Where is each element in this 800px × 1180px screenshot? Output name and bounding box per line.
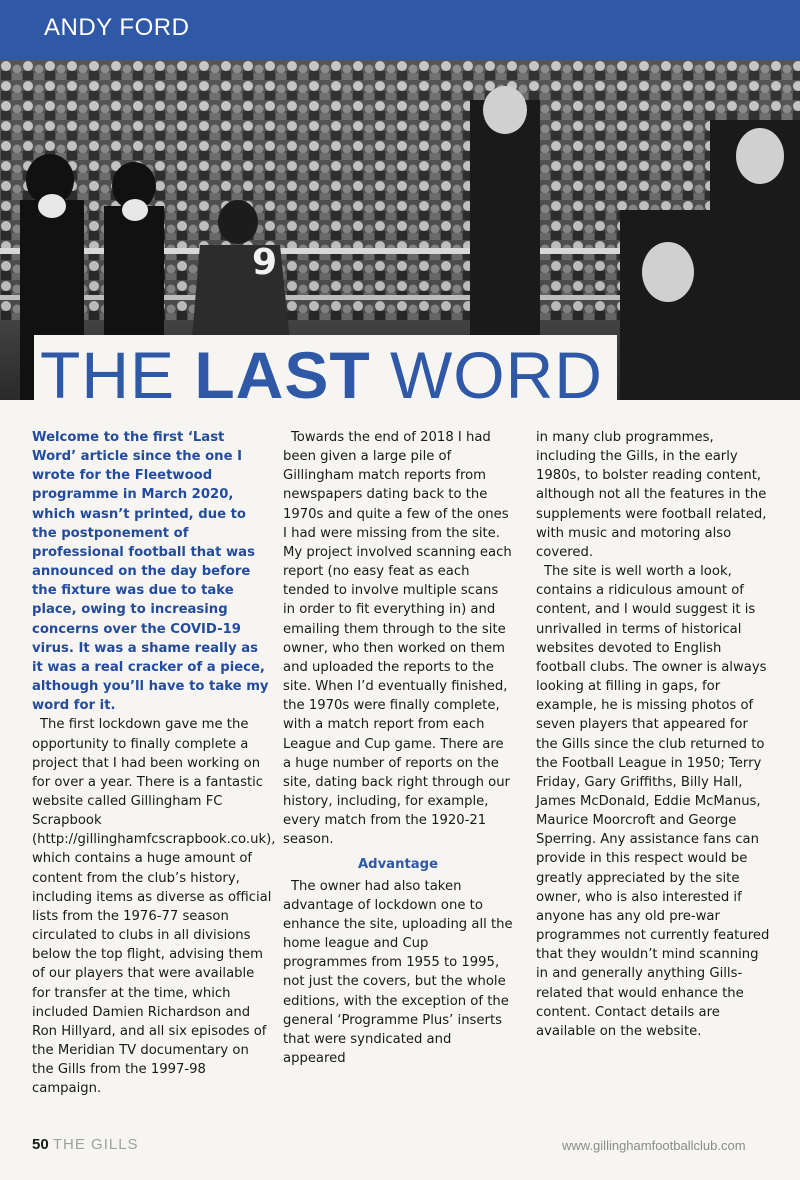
magazine-name: THE GILLS [52,1136,139,1153]
body-paragraph: The site is well worth a look, contains a ridiculous amount of content, and I would suggest it is unrivalled in terms of historical websites devoted to English football clubs. The owner is always looking at filling in gaps, for example, he is missing photos of seven players that appeared for the Gills since the club returned to the Football League in 1950; Terry Friday, Gary Griffiths, Billy Hall, James McDonald, Eddie McManus, Maurice Moorcroft and George Sperring. Any assistance fans can provide in this respect would be greatly appreciated by the site owner, who is also interested if anyone has any old pre-war programmes not currently featured that they wouldn’t mind scanning in and generally anything Gills-related that would enhance the content. Contact details are available on the website. [536,564,770,1039]
footer-website: www.gillinghamfootballclub.com [562,1138,746,1153]
page-number: 50 [32,1136,49,1153]
header-bar [0,0,800,60]
article-title [34,335,617,415]
intro-paragraph: Welcome to the first ‘Last Word’ article since the one I wrote for the Fleetwood programme in March 2020, which wasn’t printed, due to the postponement of professional football that was announced on the day before the fixture was due to take place, owing to increasing concerns over the COVID-19 virus. It was a shame really as it was a real cracker of a piece, although you’ll have to take my word for it. [32,430,269,714]
column-1 [32,428,276,1098]
body-paragraph: in many club programmes, including the Gills, in the early 1980s, to bolster reading content, although not all the features in the supplements were football related, with music and motoring also covered. [536,430,767,560]
column-2 [283,428,513,1068]
body-paragraph: The owner had also taken advantage of lockdown one to enhance the site, uploading all the home league and Cup programmes from 1955 to 1995, not just the covers, but the whole editions, with the exception of the general ‘Programme Plus’ inserts that were syndicated and appeared [283,878,513,1066]
subheading: Advantage [357,857,439,873]
title-part-1: THE [40,338,195,412]
shirt-number: 9 [252,242,278,283]
column-3 [536,428,771,1041]
body-paragraph: Towards the end of 2018 I had been given a large pile of Gillingham match reports from newspapers dating back to the 1970s and quite a few of the ones I had were missing from the site. My project involved scanning each report (no easy feat as each tended to involve multiple scans in order to fit everything in) and emailing them through to the site owner, who then worked on them and uploaded the reports to the site. When I’d eventually finished, the 1970s were finally complete, with a match report from each League and Cup game. There are a huge number of reports on the site, dating back right through our history, including, for example, every match from the 1920-21 season. [283,430,512,848]
title-part-3: WORD [370,338,603,412]
author-name: ANDY FORD [44,14,190,41]
body-paragraph: The first lockdown gave me the opportunity to finally complete a project that I had been working on for over a year. There is a fantastic website called Gillingham FC Scrapbook (http://gillinghamfcscrapbook.co.uk), which contains a huge amount of content from the club’s history, including items as diverse as official lists from the 1976-77 season circulated to clubs in all divisions below the top flight, advising them of our players that were available for transfer at the time, which included Damien Richardson and Ron Hillyard, and all six episodes of the Meridian TV documentary on the Gills from the 1997-98 campaign. [32,717,276,1097]
title-part-2: LAST [194,338,371,412]
footer-page-label [32,1136,139,1153]
